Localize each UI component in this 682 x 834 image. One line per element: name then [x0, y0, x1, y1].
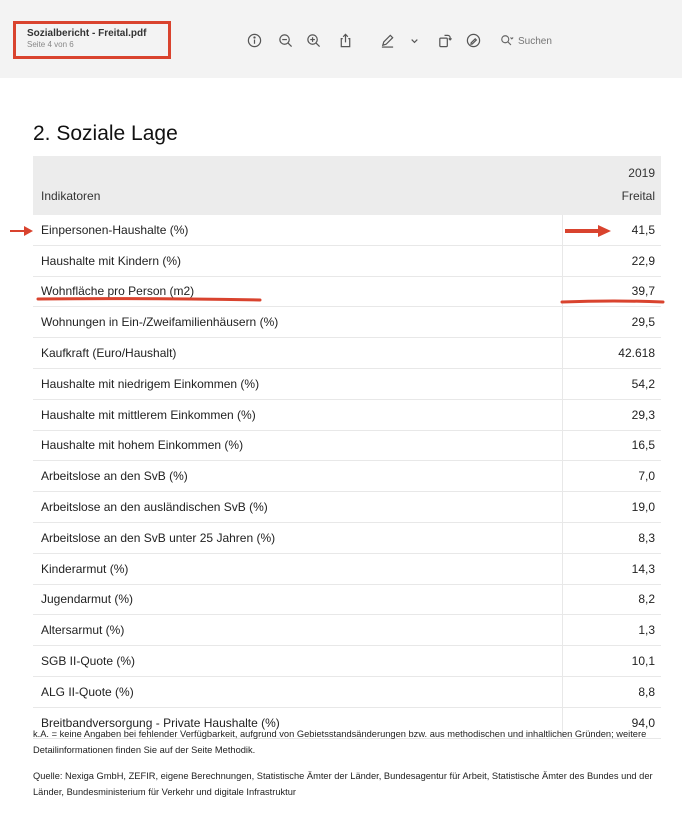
row-value: 94,0	[563, 707, 662, 738]
row-label: Haushalte mit Kindern (%)	[33, 245, 563, 276]
row-value: 8,8	[563, 676, 662, 707]
annotation-arrow-right	[562, 221, 614, 241]
table-row	[33, 615, 661, 646]
zoom-out-icon[interactable]	[276, 31, 294, 49]
row-label: Haushalte mit mittlerem Einkommen (%)	[33, 399, 563, 430]
table-row	[33, 368, 661, 399]
table-row	[33, 584, 661, 615]
table-header-row	[33, 189, 661, 215]
row-value: 14,3	[563, 553, 662, 584]
row-label: SGB II-Quote (%)	[33, 646, 563, 677]
row-value: 8,3	[563, 522, 662, 553]
search-input[interactable]	[514, 36, 638, 47]
footnote-ka: k.A. = keine Angaben bei fehlender Verfügbarkeit, aufgrund von Gebietsstandsänderungen bzw. aus methodischen und inhaltlichen Gründen; weitere Detailinformationen finden Sie auf der Seite Methodik.	[33, 729, 647, 755]
table-row	[33, 307, 661, 338]
header-indicator: Indikatoren	[41, 189, 101, 203]
table-row	[33, 245, 661, 276]
row-label: Kinderarmut (%)	[33, 553, 563, 584]
table-row	[33, 399, 661, 430]
markup-circle-icon[interactable]	[464, 31, 482, 49]
row-label: Arbeitslose an den ausländischen SvB (%)	[33, 492, 563, 523]
row-label: Arbeitslose an den SvB unter 25 Jahren (%)	[33, 522, 563, 553]
row-label: ALG II-Quote (%)	[33, 676, 563, 707]
table-row	[33, 522, 661, 553]
row-value: 19,0	[563, 492, 662, 523]
annotation-underline-value	[560, 297, 666, 306]
row-value: 42.618	[563, 338, 662, 369]
row-value: 1,3	[563, 615, 662, 646]
document-title: Sozialbericht - Freital.pdf	[27, 28, 147, 39]
annotation-arrow-left	[8, 223, 36, 239]
header-empty	[33, 156, 563, 189]
search-icon	[500, 34, 514, 48]
row-label: Haushalte mit hohem Einkommen (%)	[33, 430, 563, 461]
row-label: Wohnfläche pro Person (m2)	[33, 276, 563, 307]
row-value: 41,5	[563, 215, 662, 245]
document-title-highlight[interactable]	[13, 21, 171, 59]
row-value: 39,7	[563, 276, 662, 307]
rotate-icon[interactable]	[435, 31, 453, 49]
row-label: Haushalte mit niedrigem Einkommen (%)	[33, 368, 563, 399]
page-indicator: Seite 4 von 6	[27, 40, 74, 49]
row-value: 10,1	[563, 646, 662, 677]
row-label: Altersarmut (%)	[33, 615, 563, 646]
row-value: 22,9	[563, 245, 662, 276]
table-row	[33, 461, 661, 492]
info-icon[interactable]	[245, 31, 263, 49]
annotation-underline-label	[36, 295, 264, 303]
toolbar	[0, 0, 682, 79]
row-value: 7,0	[563, 461, 662, 492]
table-header-row	[33, 156, 661, 189]
indicator-table	[33, 156, 661, 739]
markup-pen-icon[interactable]	[378, 31, 396, 49]
dropdown-chevron-icon[interactable]	[405, 31, 423, 49]
table-row	[33, 676, 661, 707]
table-row	[33, 553, 661, 584]
row-label: Wohnungen in Ein-/Zweifamilienhäusern (%)	[33, 307, 563, 338]
row-value: 54,2	[563, 368, 662, 399]
table-row	[33, 492, 661, 523]
row-label: Kaufkraft (Euro/Haushalt)	[33, 338, 563, 369]
row-label: Einpersonen-Haushalte (%)	[33, 215, 563, 245]
zoom-in-icon[interactable]	[304, 31, 322, 49]
footnote-source: Quelle: Nexiga GmbH, ZEFIR, eigene Berechnungen, Statistische Ämter der Länder, Bundesagentur für Arbeit, Statistische Ämter des Bundes und der Länder, Bundesministerium für Verkehr und digitale Infrastruktur	[33, 771, 653, 797]
section-title: 2. Soziale Lage	[33, 122, 178, 145]
row-label: Arbeitslose an den SvB (%)	[33, 461, 563, 492]
row-label: Breitbandversorgung - Private Haushalte (%)	[33, 707, 563, 738]
share-icon[interactable]	[336, 31, 354, 49]
header-region: Freital	[621, 189, 655, 203]
header-year: 2019	[628, 165, 655, 180]
row-value: 16,5	[563, 430, 662, 461]
pdf-page	[0, 78, 682, 834]
table-row	[33, 430, 661, 461]
row-value: 29,3	[563, 399, 662, 430]
table-row	[33, 338, 661, 369]
search-field[interactable]	[500, 31, 670, 51]
table-row	[33, 646, 661, 677]
row-value: 8,2	[563, 584, 662, 615]
row-value: 29,5	[563, 307, 662, 338]
row-label: Jugendarmut (%)	[33, 584, 563, 615]
